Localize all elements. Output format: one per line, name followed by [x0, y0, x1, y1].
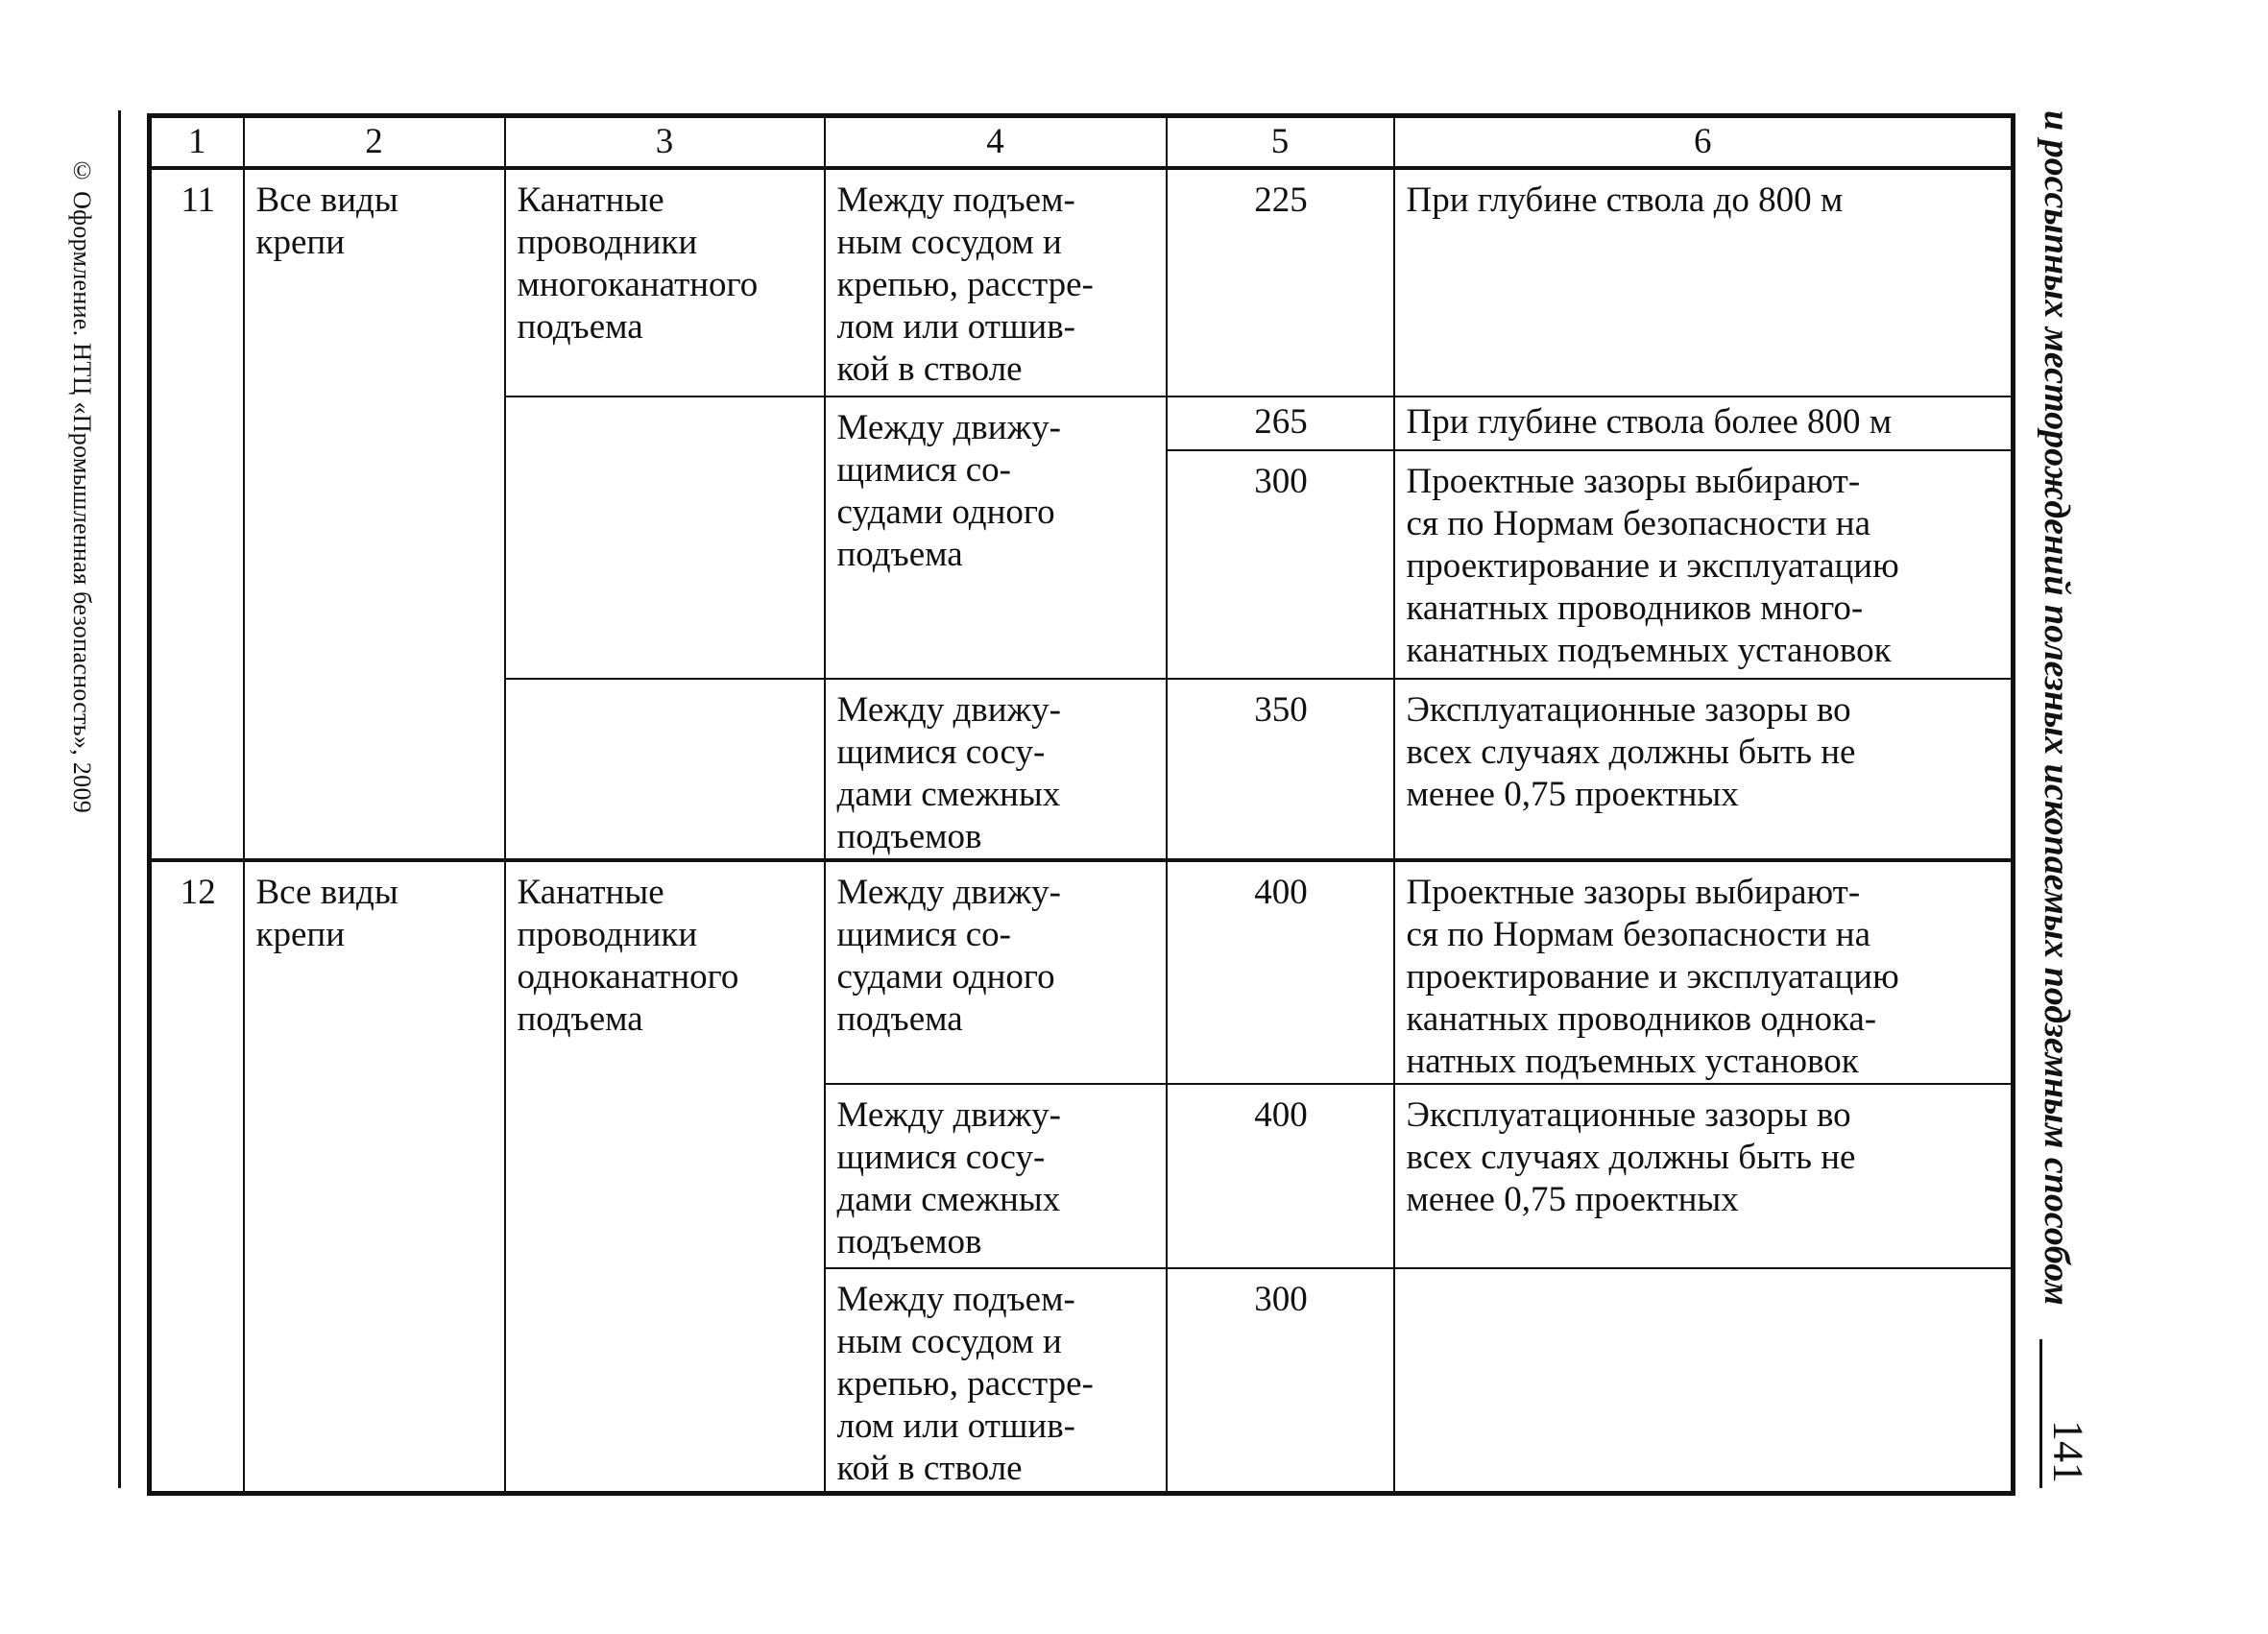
note-cell: Эксплуатационные зазоры во всех случаях должны быть не менее 0,75 проектных: [1394, 679, 2014, 860]
row-number-cell: 12: [150, 860, 244, 1493]
note-cell: Проектные зазоры выбирают- ся по Нормам безопасности на проектирование и эксплуатацию канатных проводников однока- натных подъемных установок: [1394, 860, 2014, 1084]
clearance-value-cell: 265: [1167, 396, 1394, 450]
column-header: 3: [505, 116, 825, 169]
page-number: [2039, 1413, 2097, 1490]
table-row: [150, 168, 2014, 396]
clearance-value-cell: 350: [1167, 679, 1394, 860]
note-cell: При глубине ствола более 800 м: [1394, 396, 2014, 450]
between-cell: Между движу- щимися сосу- дами смежных подъемов: [825, 1084, 1167, 1268]
table-header-row: [150, 116, 2014, 169]
guide-type-cell: Канатные проводники многоканатного подъема: [505, 168, 825, 396]
copyright-notice: [65, 110, 98, 859]
between-cell: Между движу- щимися сосу- дами смежных подъемов: [825, 679, 1167, 860]
clearance-value-cell: 225: [1167, 168, 1394, 396]
note-cell: Эксплуатационные зазоры во всех случаях должны быть не менее 0,75 проектных: [1394, 1084, 2014, 1268]
running-head: [2028, 110, 2086, 1320]
row-number-cell: 11: [150, 168, 244, 860]
column-header: 1: [150, 116, 244, 169]
note-cell: [1394, 1268, 2014, 1493]
clearance-table: [147, 113, 2015, 1496]
support-type-cell: Все виды крепи: [244, 860, 505, 1493]
guide-type-cell: [505, 679, 825, 860]
between-cell: Между подъем- ным сосудом и крепью, расстре- лом или отшив- кой в стволе: [825, 1268, 1167, 1493]
note-cell: Проектные зазоры выбирают- ся по Нормам безопасности на проектирование и эксплуатацию канатных проводников много- канатных подъемных установок: [1394, 450, 2014, 679]
column-header: 5: [1167, 116, 1394, 169]
column-header: 2: [244, 116, 505, 169]
clearance-value-cell: 400: [1167, 860, 1394, 1084]
note-cell: При глубине ствола до 800 м: [1394, 168, 2014, 396]
table-row: [150, 860, 2014, 1084]
support-type-cell: Все виды крепи: [244, 168, 505, 860]
guide-type-cell: [505, 396, 825, 679]
column-header: 4: [825, 116, 1167, 169]
left-margin-rule: [118, 110, 121, 1488]
between-cell: Между движу- щимися со- судами одного подъема: [825, 860, 1167, 1084]
clearance-value-cell: 400: [1167, 1084, 1394, 1268]
running-head-text: и россыпных месторождений полезных ископаемых подземным способом: [2037, 110, 2077, 1306]
copyright-text: © Оформление. НТЦ «Промышленная безопасность», 2009: [68, 156, 96, 814]
page-number-text: 141: [2044, 1420, 2092, 1483]
clearance-value-cell: 300: [1167, 1268, 1394, 1493]
between-cell: Между подъем- ным сосудом и крепью, расстре- лом или отшив- кой в стволе: [825, 168, 1167, 396]
column-header: 6: [1394, 116, 2014, 169]
guide-type-cell: Канатные проводники одноканатного подъема: [505, 860, 825, 1493]
clearance-value-cell: 300: [1167, 450, 1394, 679]
between-cell: Между движу- щимися со- судами одного подъема: [825, 396, 1167, 679]
